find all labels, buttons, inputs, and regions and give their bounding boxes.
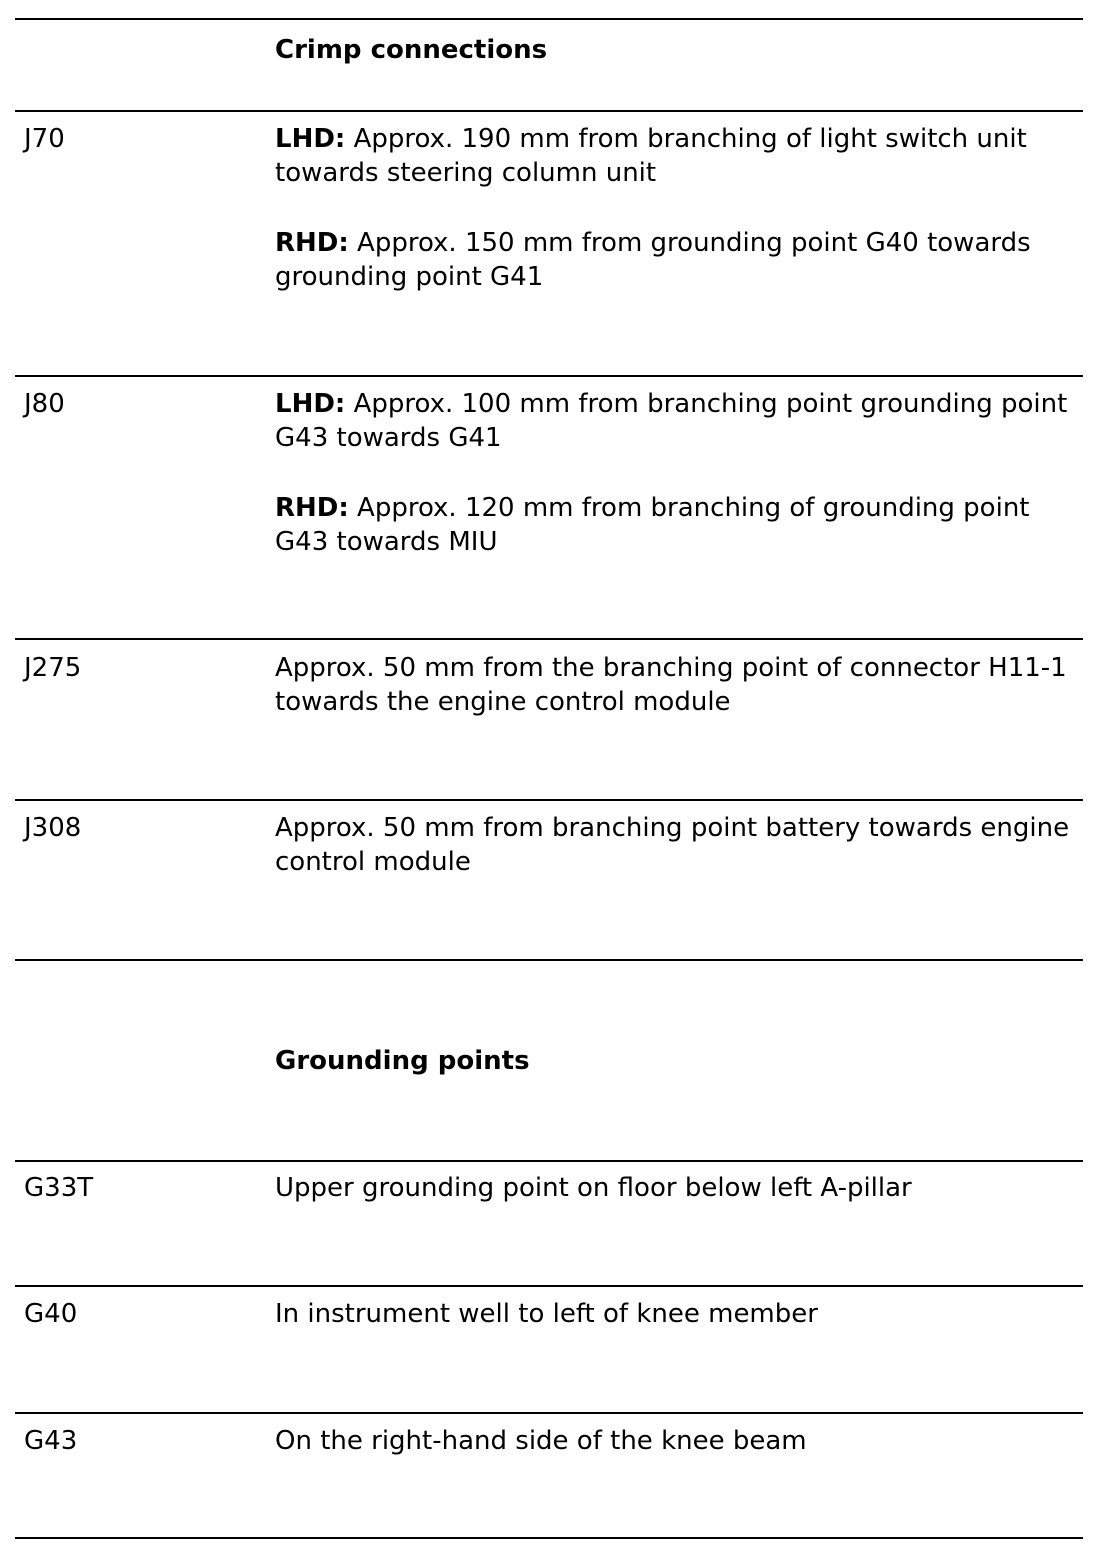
row-code-j275: J275 (24, 653, 82, 683)
row-code-g33t: G33T (24, 1173, 94, 1203)
row-code-j80: J80 (24, 389, 65, 419)
divider-grounding-header (15, 1160, 1083, 1162)
row-description-g33t: Upper grounding point on floor below left A-pillar (275, 1173, 912, 1203)
lhd-text: Approx. 100 mm from branching point grounding point G43 towards G41 (275, 389, 1068, 453)
lhd-label: LHD: (275, 124, 346, 154)
divider-bottom (15, 1537, 1083, 1539)
divider-g33t (15, 1285, 1083, 1287)
divider-j70 (15, 375, 1083, 377)
rhd-text: Approx. 150 mm from grounding point G40 towards grounding point G41 (275, 228, 1031, 292)
divider-j308 (15, 959, 1083, 961)
row-description-j70 (275, 122, 1075, 294)
row-description-g43: On the right-hand side of the knee beam (275, 1426, 807, 1456)
rhd-paragraph (275, 226, 1075, 294)
section-heading-crimp-connections: Crimp connections (275, 35, 548, 65)
row-description-j275: Approx. 50 mm from the branching point of connector H11-1 towards the engine control module (275, 653, 1067, 717)
divider-g40 (15, 1412, 1083, 1414)
section-heading-grounding-points: Grounding points (275, 1046, 530, 1076)
rhd-label: RHD: (275, 228, 349, 258)
row-code-g43: G43 (24, 1426, 78, 1456)
rhd-label: RHD: (275, 493, 349, 523)
lhd-label: LHD: (275, 389, 346, 419)
rhd-text: Approx. 120 mm from branching of grounding point G43 towards MIU (275, 493, 1030, 557)
divider-j275 (15, 799, 1083, 801)
row-description-j308: Approx. 50 mm from branching point battery towards engine control module (275, 813, 1070, 877)
row-code-g40: G40 (24, 1299, 78, 1329)
lhd-paragraph (275, 122, 1075, 190)
row-code-j70: J70 (24, 124, 65, 154)
divider-top (15, 18, 1083, 20)
lhd-text: Approx. 190 mm from branching of light switch unit towards steering column unit (275, 124, 1027, 188)
lhd-paragraph (275, 387, 1075, 455)
row-description-g40: In instrument well to left of knee member (275, 1299, 818, 1329)
row-code-j308: J308 (24, 813, 82, 843)
rhd-paragraph (275, 491, 1075, 559)
divider-crimp-header (15, 110, 1083, 112)
row-description-j80 (275, 387, 1075, 559)
divider-j80 (15, 638, 1083, 640)
